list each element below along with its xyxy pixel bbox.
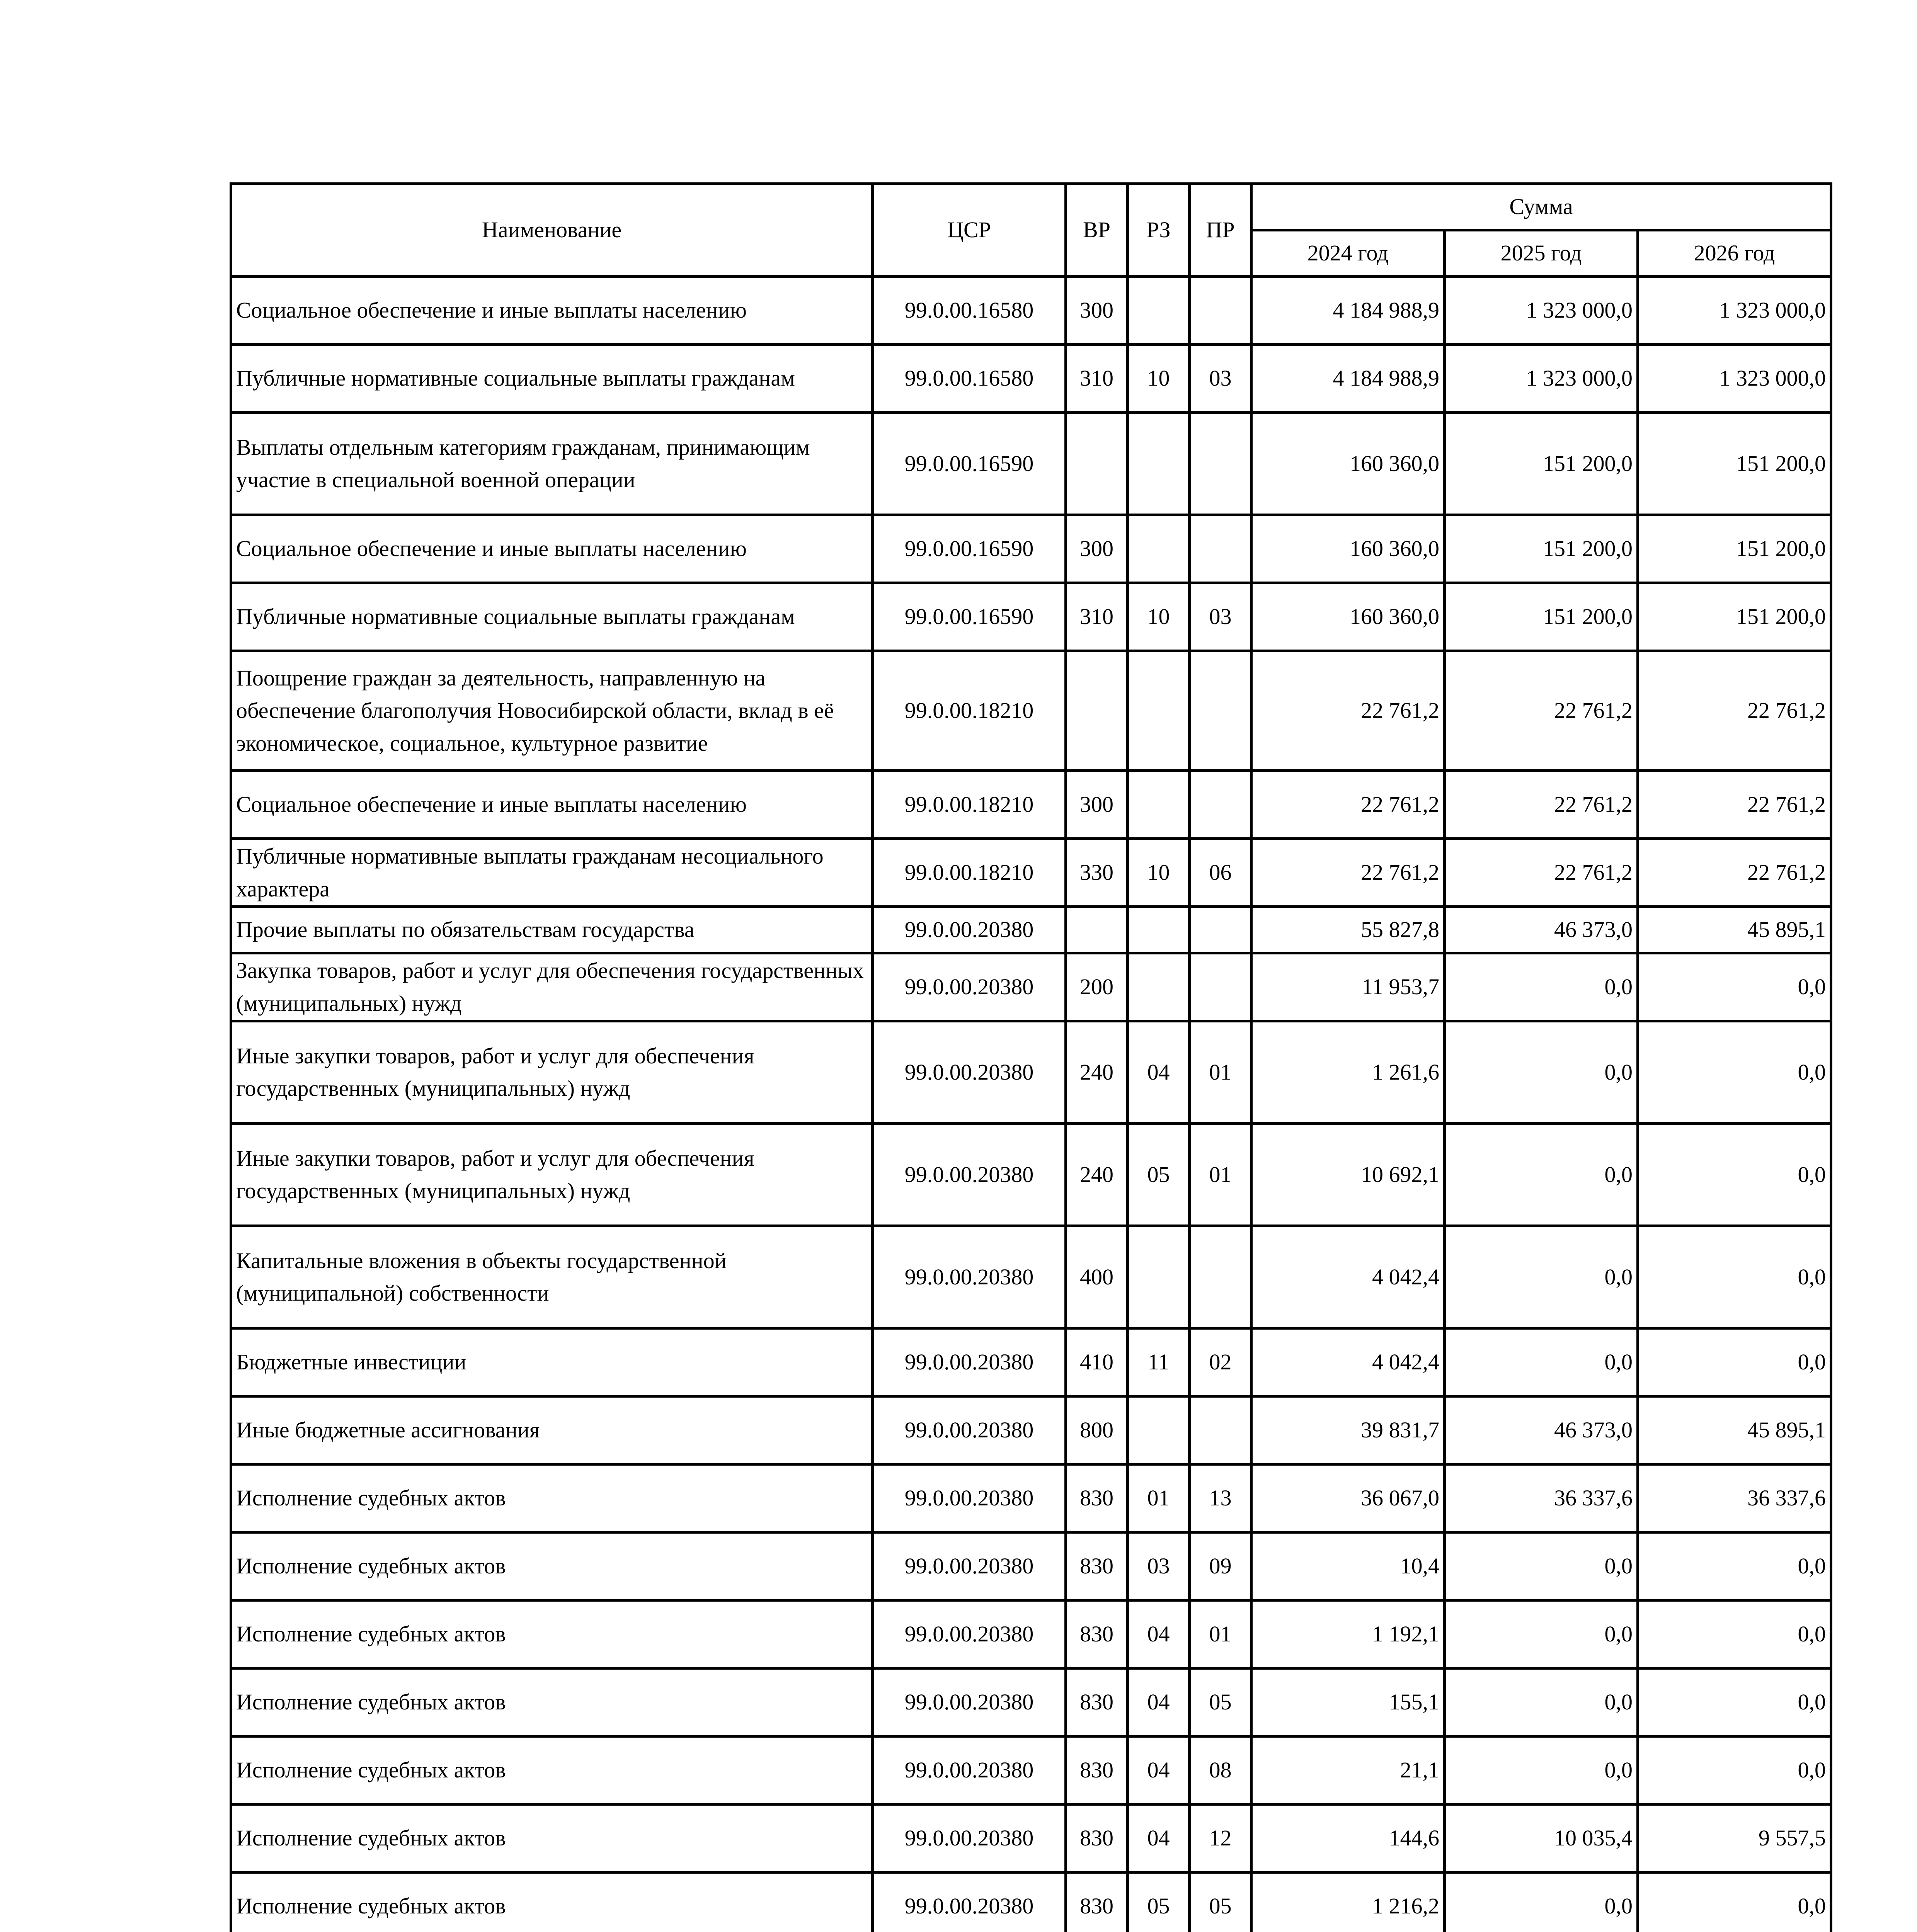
table-row — [231, 413, 1831, 515]
row-sum-2024-cell: 155,1 — [1251, 1668, 1445, 1736]
row-sum-2026-cell: 22 761,2 — [1638, 651, 1831, 771]
row-csr-cell: 99.0.00.20380 — [873, 1396, 1066, 1464]
row-vr-cell: 240 — [1066, 1124, 1128, 1226]
row-csr-cell: 99.0.00.20380 — [873, 1328, 1066, 1396]
row-sum-2025-cell: 0,0 — [1445, 1124, 1638, 1226]
row-name-cell: Публичные нормативные социальные выплаты гражданам — [231, 583, 873, 651]
table-row — [231, 1668, 1831, 1736]
row-name-cell: Прочие выплаты по обязательствам государства — [231, 907, 873, 953]
row-sum-2026-cell: 0,0 — [1638, 953, 1831, 1021]
row-name-cell: Исполнение судебных актов — [231, 1668, 873, 1736]
table-row — [231, 515, 1831, 583]
row-name-cell: Исполнение судебных актов — [231, 1532, 873, 1600]
row-sum-2025-cell: 151 200,0 — [1445, 413, 1638, 515]
row-sum-2025-cell: 1 323 000,0 — [1445, 345, 1638, 413]
row-sum-2025-cell: 0,0 — [1445, 1668, 1638, 1736]
row-sum-2025-cell: 0,0 — [1445, 1532, 1638, 1600]
row-vr-cell: 830 — [1066, 1600, 1128, 1668]
row-name-cell: Иные закупки товаров, работ и услуг для обеспечения государственных (муниципальных) нужд — [231, 1124, 873, 1226]
row-csr-cell: 99.0.00.20380 — [873, 1736, 1066, 1804]
row-sum-2024-cell: 144,6 — [1251, 1804, 1445, 1872]
row-csr-cell: 99.0.00.20380 — [873, 1804, 1066, 1872]
row-name-cell: Исполнение судебных актов — [231, 1464, 873, 1532]
header-year-2026: 2026 год — [1638, 230, 1831, 277]
row-sum-2024-cell: 4 184 988,9 — [1251, 277, 1445, 345]
row-csr-cell: 99.0.00.20380 — [873, 1464, 1066, 1532]
row-rz-cell: 04 — [1128, 1736, 1190, 1804]
table-row — [231, 907, 1831, 953]
table-row — [231, 1532, 1831, 1600]
row-vr-cell: 310 — [1066, 345, 1128, 413]
row-vr-cell — [1066, 907, 1128, 953]
row-sum-2026-cell: 0,0 — [1638, 1328, 1831, 1396]
row-pr-cell: 08 — [1190, 1736, 1251, 1804]
table-row — [231, 953, 1831, 1021]
row-vr-cell: 200 — [1066, 953, 1128, 1021]
row-sum-2025-cell: 0,0 — [1445, 1328, 1638, 1396]
row-sum-2026-cell: 0,0 — [1638, 1600, 1831, 1668]
row-sum-2025-cell: 10 035,4 — [1445, 1804, 1638, 1872]
row-sum-2026-cell: 0,0 — [1638, 1736, 1831, 1804]
row-rz-cell: 10 — [1128, 583, 1190, 651]
row-sum-2026-cell: 1 323 000,0 — [1638, 277, 1831, 345]
row-pr-cell: 05 — [1190, 1872, 1251, 1932]
row-sum-2024-cell: 11 953,7 — [1251, 953, 1445, 1021]
row-pr-cell: 13 — [1190, 1464, 1251, 1532]
row-name-cell: Публичные нормативные социальные выплаты гражданам — [231, 345, 873, 413]
row-sum-2026-cell: 22 761,2 — [1638, 839, 1831, 907]
row-pr-cell: 05 — [1190, 1668, 1251, 1736]
row-name-cell: Капитальные вложения в объекты государственной (муниципальной) собственности — [231, 1226, 873, 1328]
row-pr-cell — [1190, 771, 1251, 839]
row-sum-2026-cell: 0,0 — [1638, 1872, 1831, 1932]
row-vr-cell: 830 — [1066, 1668, 1128, 1736]
row-sum-2026-cell: 0,0 — [1638, 1021, 1831, 1124]
row-pr-cell: 03 — [1190, 345, 1251, 413]
row-rz-cell: 10 — [1128, 345, 1190, 413]
row-rz-cell — [1128, 515, 1190, 583]
row-rz-cell: 11 — [1128, 1328, 1190, 1396]
row-sum-2026-cell: 45 895,1 — [1638, 1396, 1831, 1464]
row-name-cell: Поощрение граждан за деятельность, направленную на обеспечение благополучия Новосибирской области, вклад в её экономическое, социальное, культурное развитие — [231, 651, 873, 771]
table-row — [231, 1464, 1831, 1532]
row-vr-cell: 830 — [1066, 1464, 1128, 1532]
row-vr-cell: 300 — [1066, 771, 1128, 839]
row-csr-cell: 99.0.00.20380 — [873, 1668, 1066, 1736]
row-pr-cell — [1190, 277, 1251, 345]
row-pr-cell: 12 — [1190, 1804, 1251, 1872]
header-pr: ПР — [1190, 184, 1251, 277]
row-csr-cell: 99.0.00.18210 — [873, 839, 1066, 907]
row-csr-cell: 99.0.00.20380 — [873, 907, 1066, 953]
row-sum-2024-cell: 160 360,0 — [1251, 413, 1445, 515]
row-rz-cell — [1128, 1226, 1190, 1328]
table-body — [231, 277, 1831, 1932]
table-row — [231, 839, 1831, 907]
row-sum-2025-cell: 46 373,0 — [1445, 1396, 1638, 1464]
row-rz-cell: 04 — [1128, 1021, 1190, 1124]
row-vr-cell: 830 — [1066, 1872, 1128, 1932]
row-csr-cell: 99.0.00.20380 — [873, 1600, 1066, 1668]
table-row — [231, 583, 1831, 651]
row-name-cell: Социальное обеспечение и иные выплаты населению — [231, 277, 873, 345]
row-name-cell: Исполнение судебных актов — [231, 1600, 873, 1668]
row-sum-2026-cell: 151 200,0 — [1638, 413, 1831, 515]
row-name-cell: Исполнение судебных актов — [231, 1804, 873, 1872]
row-sum-2026-cell: 22 761,2 — [1638, 771, 1831, 839]
row-pr-cell: 01 — [1190, 1124, 1251, 1226]
table-row — [231, 345, 1831, 413]
row-name-cell: Закупка товаров, работ и услуг для обеспечения государственных (муниципальных) нужд — [231, 953, 873, 1021]
row-csr-cell: 99.0.00.16590 — [873, 515, 1066, 583]
row-pr-cell — [1190, 953, 1251, 1021]
row-name-cell: Публичные нормативные выплаты гражданам несоциального характера — [231, 839, 873, 907]
row-vr-cell: 300 — [1066, 515, 1128, 583]
row-pr-cell — [1190, 651, 1251, 771]
row-rz-cell: 04 — [1128, 1600, 1190, 1668]
row-vr-cell: 410 — [1066, 1328, 1128, 1396]
row-pr-cell: 03 — [1190, 583, 1251, 651]
table-row — [231, 1804, 1831, 1872]
header-rz: РЗ — [1128, 184, 1190, 277]
row-pr-cell — [1190, 907, 1251, 953]
header-year-2025: 2025 год — [1445, 230, 1638, 277]
row-sum-2024-cell: 22 761,2 — [1251, 771, 1445, 839]
row-rz-cell: 05 — [1128, 1124, 1190, 1226]
table-row — [231, 1124, 1831, 1226]
row-csr-cell: 99.0.00.20380 — [873, 1532, 1066, 1600]
row-sum-2024-cell: 1 216,2 — [1251, 1872, 1445, 1932]
row-sum-2026-cell: 45 895,1 — [1638, 907, 1831, 953]
row-sum-2026-cell: 151 200,0 — [1638, 515, 1831, 583]
row-sum-2026-cell: 1 323 000,0 — [1638, 345, 1831, 413]
row-sum-2026-cell: 9 557,5 — [1638, 1804, 1831, 1872]
row-rz-cell: 03 — [1128, 1532, 1190, 1600]
row-pr-cell: 06 — [1190, 839, 1251, 907]
row-sum-2024-cell: 4 042,4 — [1251, 1226, 1445, 1328]
header-vr: ВР — [1066, 184, 1128, 277]
table-row — [231, 1872, 1831, 1932]
budget-table — [230, 182, 1832, 1932]
row-rz-cell — [1128, 953, 1190, 1021]
row-sum-2026-cell: 0,0 — [1638, 1226, 1831, 1328]
row-sum-2025-cell: 22 761,2 — [1445, 651, 1638, 771]
row-name-cell: Выплаты отдельным категориям гражданам, принимающим участие в специальной военной операции — [231, 413, 873, 515]
row-rz-cell — [1128, 413, 1190, 515]
row-sum-2026-cell: 0,0 — [1638, 1124, 1831, 1226]
row-vr-cell: 300 — [1066, 277, 1128, 345]
table-row — [231, 1226, 1831, 1328]
row-sum-2026-cell: 0,0 — [1638, 1532, 1831, 1600]
row-rz-cell: 10 — [1128, 839, 1190, 907]
header-year-2024: 2024 год — [1251, 230, 1445, 277]
row-rz-cell: 04 — [1128, 1668, 1190, 1736]
row-sum-2024-cell: 22 761,2 — [1251, 839, 1445, 907]
row-sum-2025-cell: 36 337,6 — [1445, 1464, 1638, 1532]
table-row — [231, 1328, 1831, 1396]
row-vr-cell: 830 — [1066, 1804, 1128, 1872]
header-sum: Сумма — [1251, 184, 1831, 230]
row-csr-cell: 99.0.00.16590 — [873, 583, 1066, 651]
row-rz-cell — [1128, 1396, 1190, 1464]
row-sum-2025-cell: 151 200,0 — [1445, 583, 1638, 651]
row-sum-2024-cell: 21,1 — [1251, 1736, 1445, 1804]
row-csr-cell: 99.0.00.18210 — [873, 651, 1066, 771]
row-csr-cell: 99.0.00.20380 — [873, 1021, 1066, 1124]
row-sum-2025-cell: 0,0 — [1445, 1600, 1638, 1668]
row-name-cell: Иные бюджетные ассигнования — [231, 1396, 873, 1464]
row-pr-cell: 01 — [1190, 1021, 1251, 1124]
row-sum-2025-cell: 0,0 — [1445, 1736, 1638, 1804]
row-vr-cell: 240 — [1066, 1021, 1128, 1124]
row-sum-2025-cell: 22 761,2 — [1445, 839, 1638, 907]
row-sum-2024-cell: 1 261,6 — [1251, 1021, 1445, 1124]
row-sum-2024-cell: 4 042,4 — [1251, 1328, 1445, 1396]
row-vr-cell — [1066, 651, 1128, 771]
header-name: Наименование — [231, 184, 873, 277]
row-pr-cell — [1190, 515, 1251, 583]
row-pr-cell — [1190, 1226, 1251, 1328]
row-pr-cell — [1190, 1396, 1251, 1464]
row-name-cell: Социальное обеспечение и иные выплаты населению — [231, 515, 873, 583]
row-csr-cell: 99.0.00.20380 — [873, 953, 1066, 1021]
row-rz-cell: 04 — [1128, 1804, 1190, 1872]
row-csr-cell: 99.0.00.16580 — [873, 277, 1066, 345]
row-sum-2024-cell: 160 360,0 — [1251, 583, 1445, 651]
table-row — [231, 1021, 1831, 1124]
row-rz-cell — [1128, 771, 1190, 839]
row-csr-cell: 99.0.00.20380 — [873, 1124, 1066, 1226]
row-csr-cell: 99.0.00.18210 — [873, 771, 1066, 839]
row-sum-2025-cell: 151 200,0 — [1445, 515, 1638, 583]
row-sum-2025-cell: 1 323 000,0 — [1445, 277, 1638, 345]
table-row — [231, 651, 1831, 771]
row-vr-cell: 830 — [1066, 1532, 1128, 1600]
row-sum-2024-cell: 55 827,8 — [1251, 907, 1445, 953]
row-pr-cell: 09 — [1190, 1532, 1251, 1600]
header-csr: ЦСР — [873, 184, 1066, 277]
row-sum-2024-cell: 22 761,2 — [1251, 651, 1445, 771]
row-sum-2024-cell: 10 692,1 — [1251, 1124, 1445, 1226]
row-sum-2026-cell: 36 337,6 — [1638, 1464, 1831, 1532]
row-pr-cell: 01 — [1190, 1600, 1251, 1668]
row-sum-2026-cell: 151 200,0 — [1638, 583, 1831, 651]
row-sum-2025-cell: 46 373,0 — [1445, 907, 1638, 953]
row-sum-2024-cell: 160 360,0 — [1251, 515, 1445, 583]
row-csr-cell: 99.0.00.20380 — [873, 1226, 1066, 1328]
row-sum-2024-cell: 4 184 988,9 — [1251, 345, 1445, 413]
row-vr-cell: 330 — [1066, 839, 1128, 907]
row-sum-2024-cell: 36 067,0 — [1251, 1464, 1445, 1532]
row-rz-cell: 01 — [1128, 1464, 1190, 1532]
row-pr-cell — [1190, 413, 1251, 515]
table-row — [231, 1396, 1831, 1464]
row-sum-2025-cell: 0,0 — [1445, 953, 1638, 1021]
row-sum-2024-cell: 39 831,7 — [1251, 1396, 1445, 1464]
row-name-cell: Социальное обеспечение и иные выплаты населению — [231, 771, 873, 839]
row-name-cell: Бюджетные инвестиции — [231, 1328, 873, 1396]
row-sum-2025-cell: 0,0 — [1445, 1226, 1638, 1328]
row-csr-cell: 99.0.00.20380 — [873, 1872, 1066, 1932]
row-csr-cell: 99.0.00.16580 — [873, 345, 1066, 413]
row-rz-cell: 05 — [1128, 1872, 1190, 1932]
row-sum-2025-cell: 22 761,2 — [1445, 771, 1638, 839]
row-sum-2025-cell: 0,0 — [1445, 1872, 1638, 1932]
row-rz-cell — [1128, 651, 1190, 771]
row-rz-cell — [1128, 277, 1190, 345]
row-vr-cell: 400 — [1066, 1226, 1128, 1328]
row-sum-2025-cell: 0,0 — [1445, 1021, 1638, 1124]
table-row — [231, 1600, 1831, 1668]
row-name-cell: Исполнение судебных актов — [231, 1872, 873, 1932]
row-name-cell: Иные закупки товаров, работ и услуг для обеспечения государственных (муниципальных) нужд — [231, 1021, 873, 1124]
row-vr-cell: 800 — [1066, 1396, 1128, 1464]
row-sum-2024-cell: 10,4 — [1251, 1532, 1445, 1600]
row-sum-2024-cell: 1 192,1 — [1251, 1600, 1445, 1668]
table-row — [231, 771, 1831, 839]
table-row — [231, 277, 1831, 345]
row-vr-cell — [1066, 413, 1128, 515]
row-vr-cell: 310 — [1066, 583, 1128, 651]
row-name-cell: Исполнение судебных актов — [231, 1736, 873, 1804]
table-row — [231, 1736, 1831, 1804]
row-rz-cell — [1128, 907, 1190, 953]
row-csr-cell: 99.0.00.16590 — [873, 413, 1066, 515]
row-vr-cell: 830 — [1066, 1736, 1128, 1804]
row-pr-cell: 02 — [1190, 1328, 1251, 1396]
row-sum-2026-cell: 0,0 — [1638, 1668, 1831, 1736]
